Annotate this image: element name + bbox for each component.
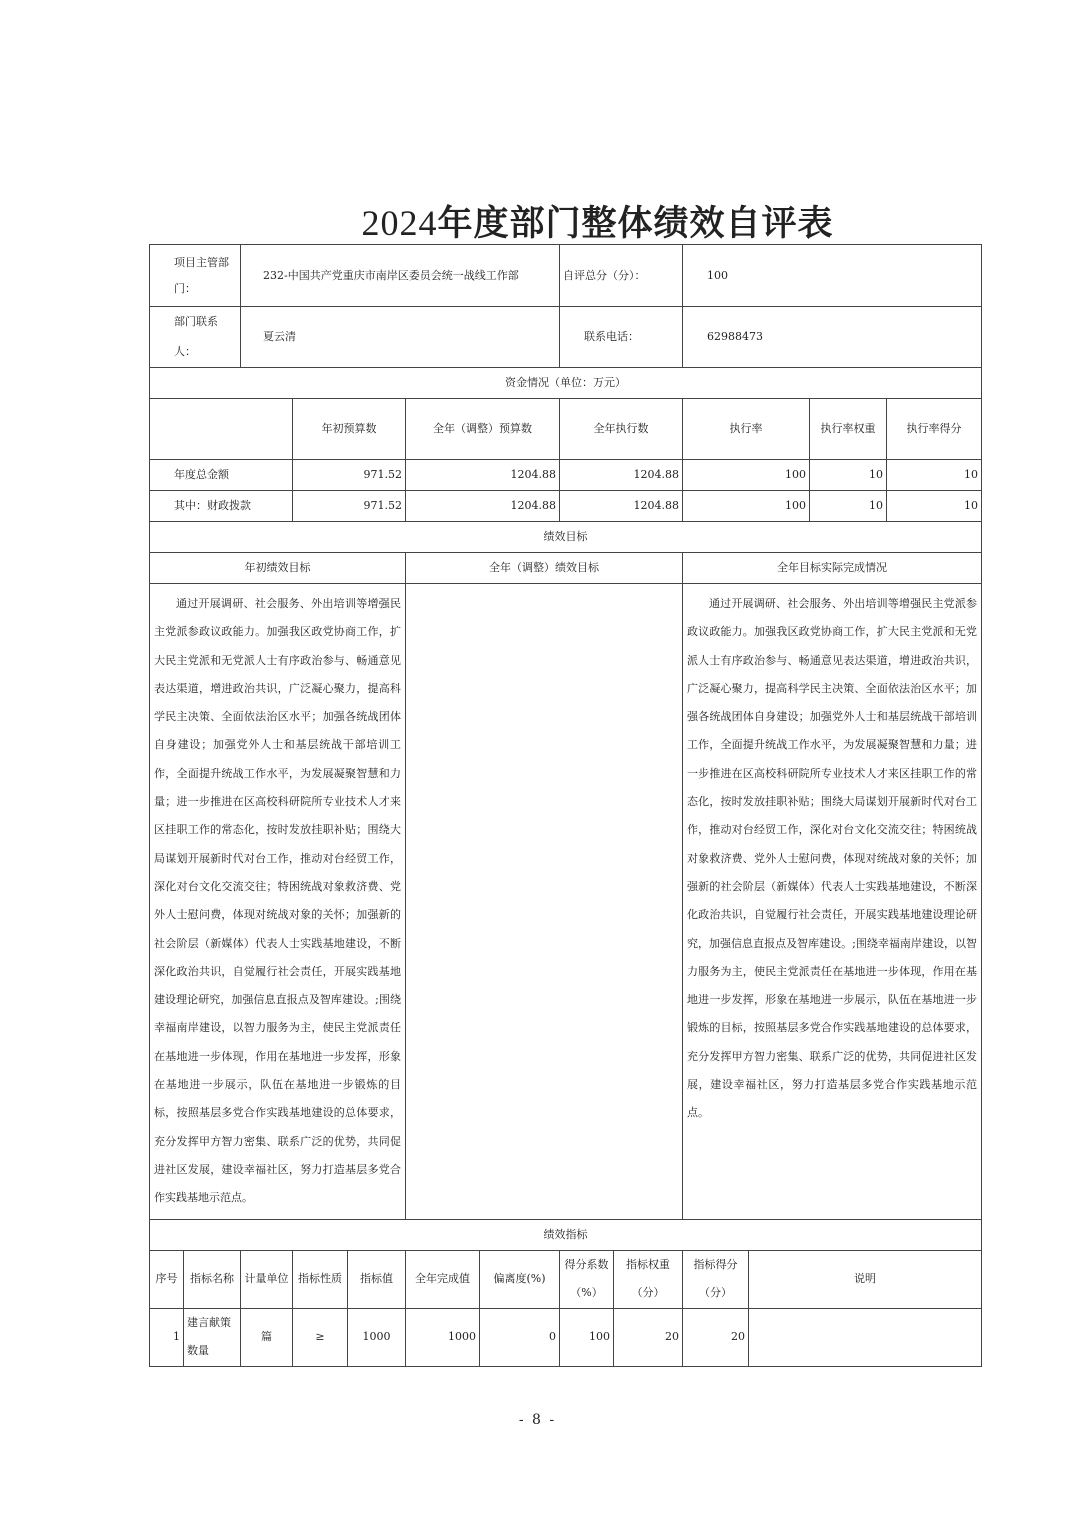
phone-label: 联系电话： [560, 307, 683, 368]
funds-row-initial: 971.52 [293, 491, 406, 522]
funds-header-row [150, 399, 982, 460]
ind-header-weight: 指标权重（分） [614, 1250, 683, 1308]
goals-section-row [150, 522, 982, 553]
funds-row-initial: 971.52 [293, 460, 406, 491]
funds-row-label: 年度总金额 [150, 460, 293, 491]
ind-deviation: 0 [480, 1308, 560, 1366]
funds-header-inner [683, 399, 981, 459]
ind-note [749, 1308, 982, 1366]
funds-header-rate: 执行率 [683, 399, 810, 459]
ind-header-coef: 得分系数（%） [560, 1250, 614, 1308]
funds-row-rate: 100 [683, 491, 810, 521]
goals-content-row [150, 584, 982, 1220]
funds-row-inner [683, 491, 981, 521]
ind-actual: 1000 [406, 1308, 480, 1366]
funds-header-blank [150, 399, 293, 460]
funds-header-score: 执行率得分 [906, 422, 962, 435]
funds-row-weight: 10 [810, 460, 887, 490]
goals-actual-text: 通过开展调研、社会服务、外出培训等增强民主党派参政议政能力。加强我区政党协商工作，扩大民主党派和无党派人士有序政治参与、畅通意见表达渠道，增进政治共识，广泛凝心聚力，提高科学民主决策、全面依法治区水平；加强各统战团体自身建设；加强党外人士和基层统战干部培训工作，全面提升统战工作水平，为发展凝聚智慧和力量；进一步推进在区高校科研院所专业技术人才来区挂职工作的常态化，按时发放挂职补贴；围绕大局谋划开展新时代对台工作，推动对台经贸工作，深化对台文化交流交往；特困统战对象救济费、党外人士慰问费，体现对统战对象的关怀；加强新的社会阶层（新媒体）代表人士实践基地建设，不断深化政治共识，自觉履行社会责任，开展实践基地建设理论研究，加强信息直报点及智库建设。;围绕幸福南岸建设，以智力服务为主，使民主党派责任在基地进一步体现，作用在基地进一步发挥，形象在基地进一步展示，队伍在基地进一步锻炼的目标，按照基层多党合作实践基地建设的总体要求，充分发挥甲方智力密集、联系广泛的优势，共同促进社区发展，建设幸福社区，努力打造基层多党合作实践基地示范点。 [683, 584, 982, 1220]
goals-initial-text: 通过开展调研、社会服务、外出培训等增强民主党派参政议政能力。加强我区政党协商工作，扩大民主党派和无党派人士有序政治参与、畅通意见表达渠道，增进政治共识，广泛凝心聚力，提高科学民主决策、全面依法治区水平；加强各统战团体自身建设；加强党外人士和基层统战干部培训工作，全面提升统战工作水平，为发展凝聚智慧和力量；进一步推进在区高校科研院所专业技术人才来区挂职工作的常态化，按时发放挂职补贴；围绕大局谋划开展新时代对台工作，推动对台经贸工作，深化对台文化交流交往；特困统战对象救济费、党外人士慰问费，体现对统战对象的关怀；加强新的社会阶层（新媒体）代表人士实践基地建设，不断深化政治共识，自觉履行社会责任，开展实践基地建设理论研究，加强信息直报点及智库建设。;围绕幸福南岸建设，以智力服务为主，使民主党派责任在基地进一步体现，作用在基地进一步发挥，形象在基地进一步展示，队伍在基地进一步锻炼的目标，按照基层多党合作实践基地建设的总体要求，充分发挥甲方智力密集、联系广泛的优势，共同促进社区发展，建设幸福社区，努力打造基层多党合作实践基地示范点。 [150, 584, 406, 1220]
title-text: 年度部门整体绩效自评表 [437, 203, 834, 244]
dept-row [150, 245, 982, 307]
indicator-row [150, 1308, 982, 1366]
page-number: - 8 - [518, 1412, 557, 1428]
funds-row-adjusted: 1204.88 [406, 491, 560, 522]
funds-row-executed: 1204.88 [560, 491, 683, 522]
ind-unit: 篇 [241, 1308, 293, 1366]
funds-header-adjusted: 全年（调整）预算数 [406, 399, 560, 460]
indicators-section-title: 绩效指标 [150, 1219, 982, 1250]
funds-header-initial: 年初预算数 [293, 399, 406, 460]
page-title [0, 196, 1075, 246]
ind-header-note: 说明 [749, 1250, 982, 1308]
ind-score: 20 [683, 1308, 749, 1366]
ind-weight: 20 [614, 1308, 683, 1366]
funds-row-score: 10 [964, 499, 978, 512]
ind-header-score: 指标得分（分） [683, 1250, 749, 1308]
dept-value: 232-中国共产党重庆市南岸区委员会统一战线工作部 [241, 245, 560, 307]
score-label: 自评总分（分）： [560, 245, 683, 307]
ind-header-unit: 计量单位 [241, 1250, 293, 1308]
contact-value: 夏云清 [241, 307, 560, 368]
phone-value: 62988473 [683, 307, 982, 368]
funds-row-weight: 10 [810, 491, 887, 521]
ind-header-actual: 全年完成值 [406, 1250, 480, 1308]
funds-row-inner [683, 460, 981, 490]
funds-row-rate: 100 [683, 460, 810, 490]
ind-nature: ≥ [293, 1308, 348, 1366]
funds-row-executed: 1204.88 [560, 460, 683, 491]
ind-header-deviation: 偏离度(%) [480, 1250, 560, 1308]
ind-header-target: 指标值 [348, 1250, 406, 1308]
funds-row [150, 460, 982, 491]
ind-header-name: 指标名称 [184, 1250, 241, 1308]
funds-row-adjusted: 1204.88 [406, 460, 560, 491]
funds-row-split [683, 491, 982, 522]
ind-target: 1000 [348, 1308, 406, 1366]
funds-row-label: 其中：财政拨款 [150, 491, 293, 522]
ind-no: 1 [150, 1308, 184, 1366]
total-score: 100 [683, 245, 982, 307]
self-evaluation-table [149, 244, 982, 1367]
funds-header-split [683, 399, 982, 460]
funds-row-score: 10 [964, 468, 978, 481]
contact-label: 部门联系人： [150, 307, 241, 368]
indicators-header-row [150, 1250, 982, 1308]
funds-header-executed: 全年执行数 [560, 399, 683, 460]
goals-section-title: 绩效目标 [150, 522, 982, 553]
dept-label: 项目主管部门： [150, 245, 241, 307]
goals-header-row [150, 553, 982, 584]
ind-header-no: 序号 [150, 1250, 184, 1308]
funds-row-split [683, 460, 982, 491]
indicators-section-row [150, 1219, 982, 1250]
funds-row [150, 491, 982, 522]
ind-header-nature: 指标性质 [293, 1250, 348, 1308]
contact-row [150, 307, 982, 368]
goals-header-actual: 全年目标实际完成情况 [683, 553, 982, 584]
funds-section-title: 资金情况（单位：万元） [150, 368, 982, 399]
funds-header-weight: 执行率权重 [810, 399, 887, 459]
funds-section-row [150, 368, 982, 399]
goals-header-initial: 年初绩效目标 [150, 553, 406, 584]
goals-header-adjusted: 全年（调整）绩效目标 [406, 553, 683, 584]
ind-coef: 100 [560, 1308, 614, 1366]
goals-adjusted-text [406, 584, 683, 1220]
ind-name: 建言献策数量 [184, 1308, 241, 1366]
title-year: 2024 [361, 203, 438, 243]
